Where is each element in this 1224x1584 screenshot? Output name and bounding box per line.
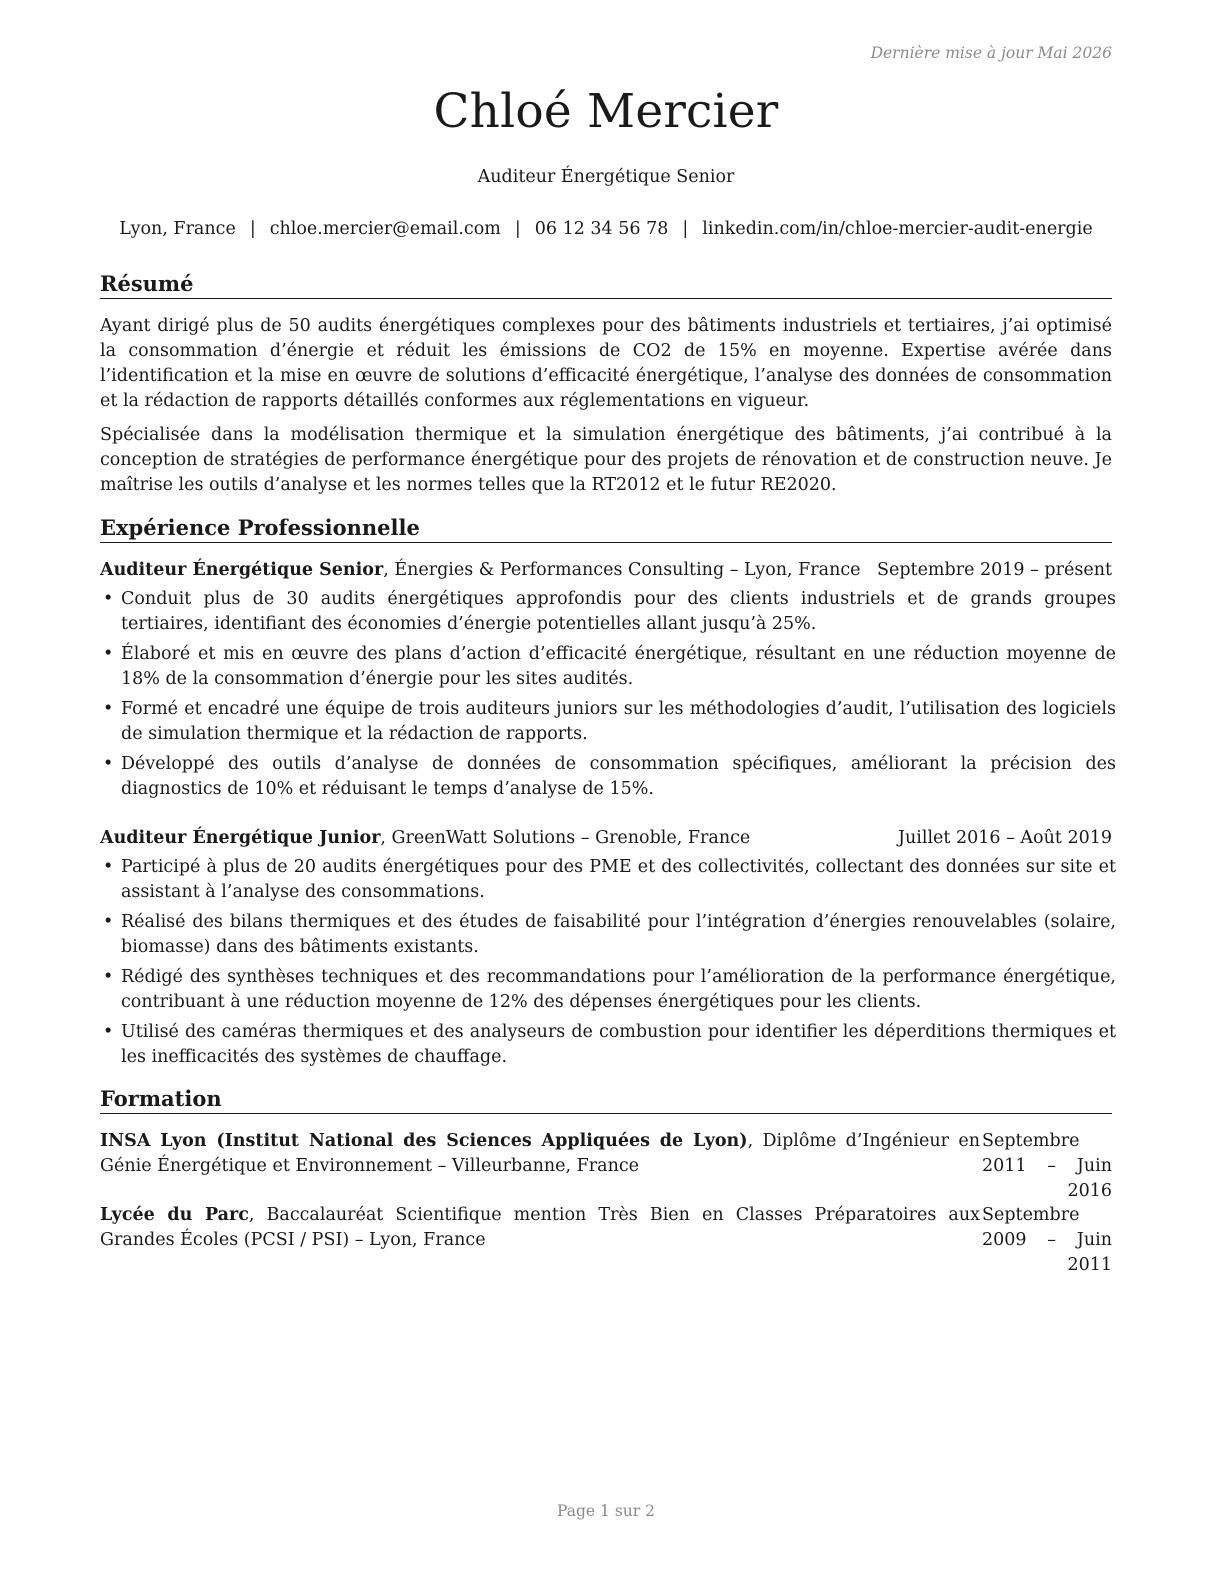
job-bullets [100, 587, 1116, 807]
last-updated: Dernière mise à jour Mai 2026 [870, 44, 1112, 62]
bullet-icon: • [103, 912, 114, 932]
contact-separator: | [514, 219, 521, 239]
job-company: , GreenWatt Solutions – Grenoble, France [380, 828, 751, 848]
job-dates: Juillet 2016 – Août 2019 [897, 828, 1112, 848]
education-dates: Septembre 2011 – Juin 2016 [982, 1131, 1112, 1201]
bullet-icon: • [103, 1022, 114, 1042]
candidate-name: Chloé Mercier [433, 84, 779, 139]
job-header [100, 558, 1112, 583]
education-main [100, 1129, 980, 1179]
bullet-icon: • [103, 967, 114, 987]
job-header [100, 826, 1112, 851]
section-title-summary: Résumé [100, 271, 1112, 299]
education-details: , Diplôme d’Ingénieur en Génie Énergétique et Environnement – Villeurbanne, France [100, 1131, 980, 1176]
contact-location: Lyon, France [119, 219, 236, 239]
job-role: Auditeur Énergétique Senior [100, 560, 384, 580]
list-item: • Formé et encadré une équipe de trois auditeurs juniors sur les méthodologies d’audit, l’utilisation des logiciels de simulation thermique et la rédaction de rapports. [103, 699, 1116, 744]
education-school: INSA Lyon (Institut National des Sciences Appliquées de Lyon) [100, 1131, 748, 1151]
job-role: Auditeur Énergétique Junior [100, 828, 381, 848]
contact-separator: | [249, 219, 256, 239]
education-details: , Baccalauréat Scientifique mention Très Bien en Classes Préparatoires aux Grandes Écoles (PCSI / PSI) – Lyon, France [100, 1205, 980, 1250]
education-school: Lycée du Parc [100, 1205, 249, 1225]
list-item: • Réalisé des bilans thermiques et des études de faisabilité pour l’intégration d’énergies renouvelables (solaire, biomasse) dans des bâtiments existants. [103, 912, 1116, 957]
education-dates: Septembre 2009 – Juin 2011 [982, 1205, 1112, 1275]
bullet-icon: • [103, 754, 114, 774]
education-main [100, 1203, 980, 1253]
summary-paragraph: Spécialisée dans la modélisation thermique et la simulation énergétique des bâtiments, j’ai contribué à la conception de stratégies de performance énergétique pour des projets de rénovation et de construction neuve. Je maîtrise les outils d’analyse et les normes telles que la RT2012 et le futur RE2020. [100, 425, 1112, 495]
education-entry [100, 1129, 1112, 1201]
candidate-headline: Auditeur Énergétique Senior [477, 167, 735, 187]
list-item: • Rédigé des synthèses techniques et des recommandations pour l’amélioration de la performance énergétique, contribuant à une réduction moyenne de 12% des dépenses énergétiques pour les clients. [103, 967, 1116, 1012]
job-dates: Septembre 2019 – présent [877, 560, 1112, 580]
list-item: • Utilisé des caméras thermiques et des analyseurs de combustion pour identifier les déperditions thermiques et les inefficacités des systèmes de chauffage. [103, 1022, 1116, 1067]
contact-email[interactable]: chloe.mercier@email.com [269, 219, 501, 239]
job-bullets [100, 855, 1116, 1075]
contact-line [100, 219, 1112, 239]
job-company: , Énergies & Performances Consulting – Lyon, France [383, 560, 861, 580]
bullet-icon: • [103, 644, 114, 664]
page-number: Page 1 sur 2 [557, 1502, 655, 1520]
list-item: • Participé à plus de 20 audits énergétiques pour des PME et des collectivités, collectant des données sur site et assistant à l’analyse des consommations. [103, 857, 1116, 902]
list-item: • Conduit plus de 30 audits énergétiques approfondis pour des clients industriels et de grands groupes tertiaires, identifiant des économies d’énergie potentielles allant jusqu’à 25%. [103, 589, 1116, 634]
list-item: • Élaboré et mis en œuvre des plans d’action d’efficacité énergétique, résultant en une réduction moyenne de 18% de la consommation d’énergie pour les sites audités. [103, 644, 1116, 689]
bullet-icon: • [103, 699, 114, 719]
summary-paragraph: Ayant dirigé plus de 50 audits énergétiques complexes pour des bâtiments industriels et tertiaires, j’ai optimisé la consommation d’énergie et réduit les émissions de CO2 de 15% en moyenne. Expertise avérée dans l’identification et la mise en œuvre de solutions d’efficacité énergétique, l’analyse des données de consommation et la rédaction de rapports détaillés conformes aux réglementations en vigueur. [100, 316, 1112, 411]
contact-separator: | [682, 219, 689, 239]
education-entry [100, 1203, 1112, 1275]
bullet-icon: • [103, 589, 114, 609]
bullet-icon: • [103, 857, 114, 877]
section-title-education: Formation [100, 1086, 1112, 1114]
resume-page [100, 0, 1116, 1584]
contact-phone[interactable]: 06 12 34 56 78 [534, 219, 669, 239]
list-item: • Développé des outils d’analyse de données de consommation spécifiques, améliorant la précision des diagnostics de 10% et réduisant le temps d’analyse de 15%. [103, 754, 1116, 799]
section-title-experience: Expérience Professionnelle [100, 515, 1112, 543]
contact-linkedin[interactable]: linkedin.com/in/chloe-mercier-audit-energie [702, 219, 1093, 239]
